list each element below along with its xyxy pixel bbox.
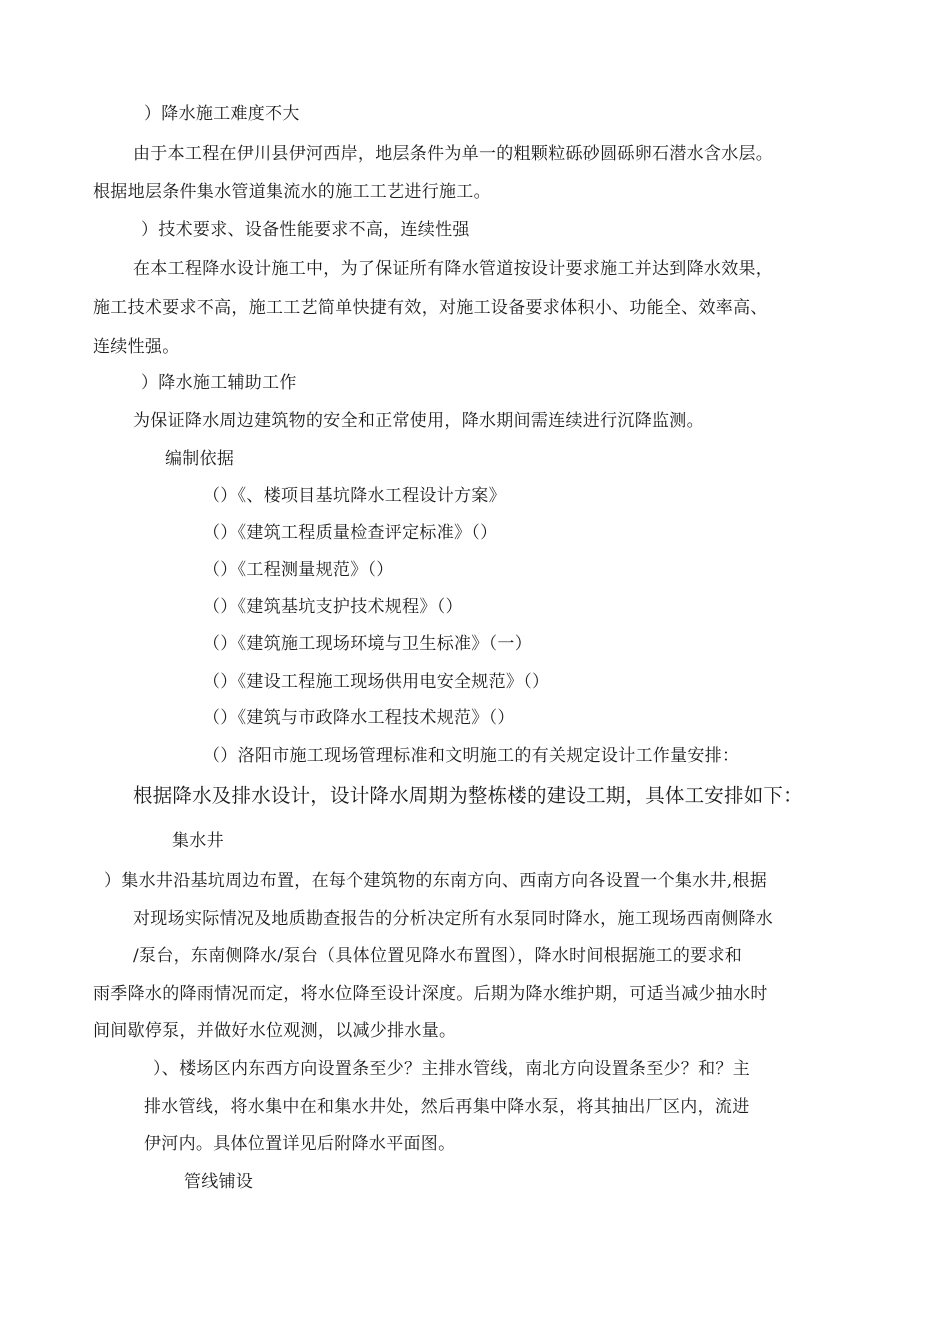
reference-item: （）洛阳市施工现场管理标准和文明施工的有关规定设计工作量安排：: [203, 746, 740, 766]
heading-auxiliary: ）降水施工辅助工作: [141, 373, 297, 393]
reference-item: （）《建筑工程质量检查评定标准》（）: [203, 523, 498, 543]
paragraph-line: 在本工程降水设计施工中，为了保证所有降水管道按设计要求施工并达到降水效果，: [133, 259, 774, 279]
reference-item: （）《建设工程施工现场供用电安全规范》（）: [203, 672, 550, 692]
paragraph-line: 施工技术要求不高，施工工艺简单快捷有效，对施工设备要求体积小、功能全、效率高、: [93, 298, 768, 318]
reference-item: （）《建筑施工现场环境与卫生标准》（一）: [203, 634, 532, 654]
reference-item: （）《建筑与市政降水工程技术规范》（）: [203, 708, 515, 728]
heading-difficulty: ）降水施工难度不大: [144, 104, 300, 124]
paragraph-line: 对现场实际情况及地质勘查报告的分析决定所有水泵同时降水，施工现场西南侧降水: [133, 909, 774, 929]
paragraph-schedule: 根据降水及排水设计，设计降水周期为整栋楼的建设工期，具体工安排如下：: [133, 784, 803, 807]
paragraph-line: 间间歇停泵，并做好水位观测，以减少排水量。: [93, 1021, 457, 1041]
paragraph-line: 由于本工程在伊川县伊河西岸，地层条件为单一的粗颗粒砾砂圆砾卵石潜水含水层。: [133, 144, 774, 164]
section-heading-pipeline: 管线铺设: [184, 1172, 254, 1192]
paragraph-line: 雨季降水的降雨情况而定，将水位降至设计深度。后期为降水维护期，可适当减少抽水时: [93, 984, 768, 1004]
paragraph-line: 排水管线，将水集中在和集水井处，然后再集中降水泵，将其抽出厂区内，流进: [144, 1097, 750, 1117]
reference-item: （）《、楼项目基坑降水工程设计方案》: [203, 486, 506, 506]
paragraph-line: 为保证降水周边建筑物的安全和正常使用，降水期间需连续进行沉降监测。: [133, 411, 704, 431]
paragraph-line: ）、楼场区内东西方向设置条至少？主排水管线，南北方向设置条至少？和？主: [153, 1059, 750, 1079]
paragraph-line: 连续性强。: [93, 337, 180, 357]
paragraph-line: /泵台，东南侧降水/泵台（具体位置见降水布置图），降水时间根据施工的要求和: [133, 946, 743, 966]
paragraph-line: ）集水井沿基坑周边布置，在每个建筑物的东南方向、西南方向各设置一个集水井,根据: [104, 871, 768, 891]
reference-item: （）《建筑基坑支护技术规程》（）: [203, 597, 463, 617]
reference-item: （）《工程测量规范》（）: [203, 560, 394, 580]
heading-technical: ）技术要求、设备性能要求不高，连续性强: [141, 220, 470, 240]
paragraph-line: 伊河内。具体位置详见后附降水平面图。: [144, 1134, 456, 1154]
paragraph-line: 根据地层条件集水管道集流水的施工工艺进行施工。: [93, 182, 491, 202]
section-heading-basis: 编制依据: [165, 449, 235, 469]
section-heading-sump: 集水井: [172, 831, 224, 851]
